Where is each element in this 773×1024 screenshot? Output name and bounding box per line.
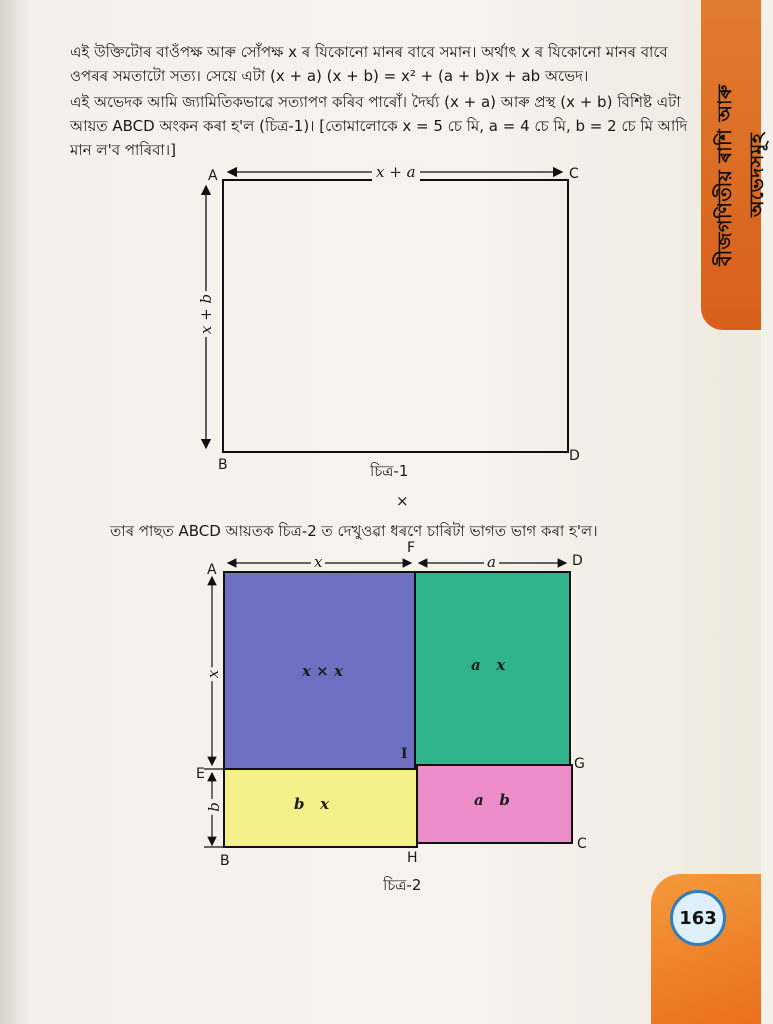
region-label-a-by-b: a b [474,791,510,809]
fig2-vertex-i: I [401,746,408,762]
figure-2 [200,555,590,860]
fig1-top-label: x + a [372,163,420,181]
chapter-side-tab [701,0,768,330]
chapter-title: বীজগণিতীয় ৰাশি আৰু অভেদসমূহ [714,84,768,266]
fig1-vertex-b: B [218,457,228,473]
fig1-caption: চিত্ৰ-1 [370,462,409,480]
fig2-side-b-label: b [205,799,223,815]
paragraph-division: তাৰ পাছত ABCD আয়তক চিত্ৰ-2 ত দেখুওৱা ধৰণে চাৰিটা ভাগত ভাগ কৰা হ'ল। [110,522,598,540]
page-number-badge: 163 [670,890,726,946]
region-label-a-by-x: a x [471,656,506,674]
fig2-vertex-f: F [407,540,416,556]
rectangle-abcd [223,180,568,452]
fig1-vertex-c: C [569,166,579,182]
fig1-vertex-d: D [569,448,580,464]
region-label-x-by-x: x × x [302,662,343,680]
fig2-caption: চিত্ৰ-2 [383,876,422,894]
fig2-top-x-label: x [311,553,325,571]
figure-1 [190,160,590,490]
fig2-side-x-label: x [204,667,222,681]
fig1-side-label: x + b [197,291,215,337]
region-label-b-by-x: b x [294,795,330,813]
paragraph-geometric: এই অভেদক আমি জ্যামিতিকভাৱে সত্যাপণ কৰিব পাৰোঁ। দৈৰ্ঘ্য (x + a) আৰু প্ৰস্থ (x + b) বিশিষ্ট এটা আয়ত ABCD অংকন কৰা হ'ল (চিত্ৰ-1)। [তোমালোকে x = 5 চে মি, a = 4 চে মি, b = 2 চে মি আদি মান ল'ব পাৰিবা।] [70,93,688,159]
fig1-vertex-a: A [208,168,218,184]
paragraph-identity: এই উক্তিটোৰ বাওঁপক্ষ আৰু সোঁপক্ষ x ৰ যিকোনো মানৰ বাবে সমান। অৰ্থাৎ x ৰ যিকোনো মানৰ বাবে ওপৰৰ সমতাটো সত্য। সেয়ে এটা (x + a) (x + b) = x² + (a + b)x + ab অভেদ। [70,43,668,85]
fig2-vertex-h: H [407,850,418,866]
separator-symbol: × [396,492,409,510]
fig2-vertex-a: A [207,562,217,578]
fig2-vertex-g: G [574,756,585,772]
fig2-vertex-c: C [577,836,587,852]
fig2-vertex-e: E [196,766,205,782]
fig2-top-a-label: a [484,553,499,571]
fig2-vertex-d: D [572,553,583,569]
fig2-vertex-b: B [220,853,230,869]
